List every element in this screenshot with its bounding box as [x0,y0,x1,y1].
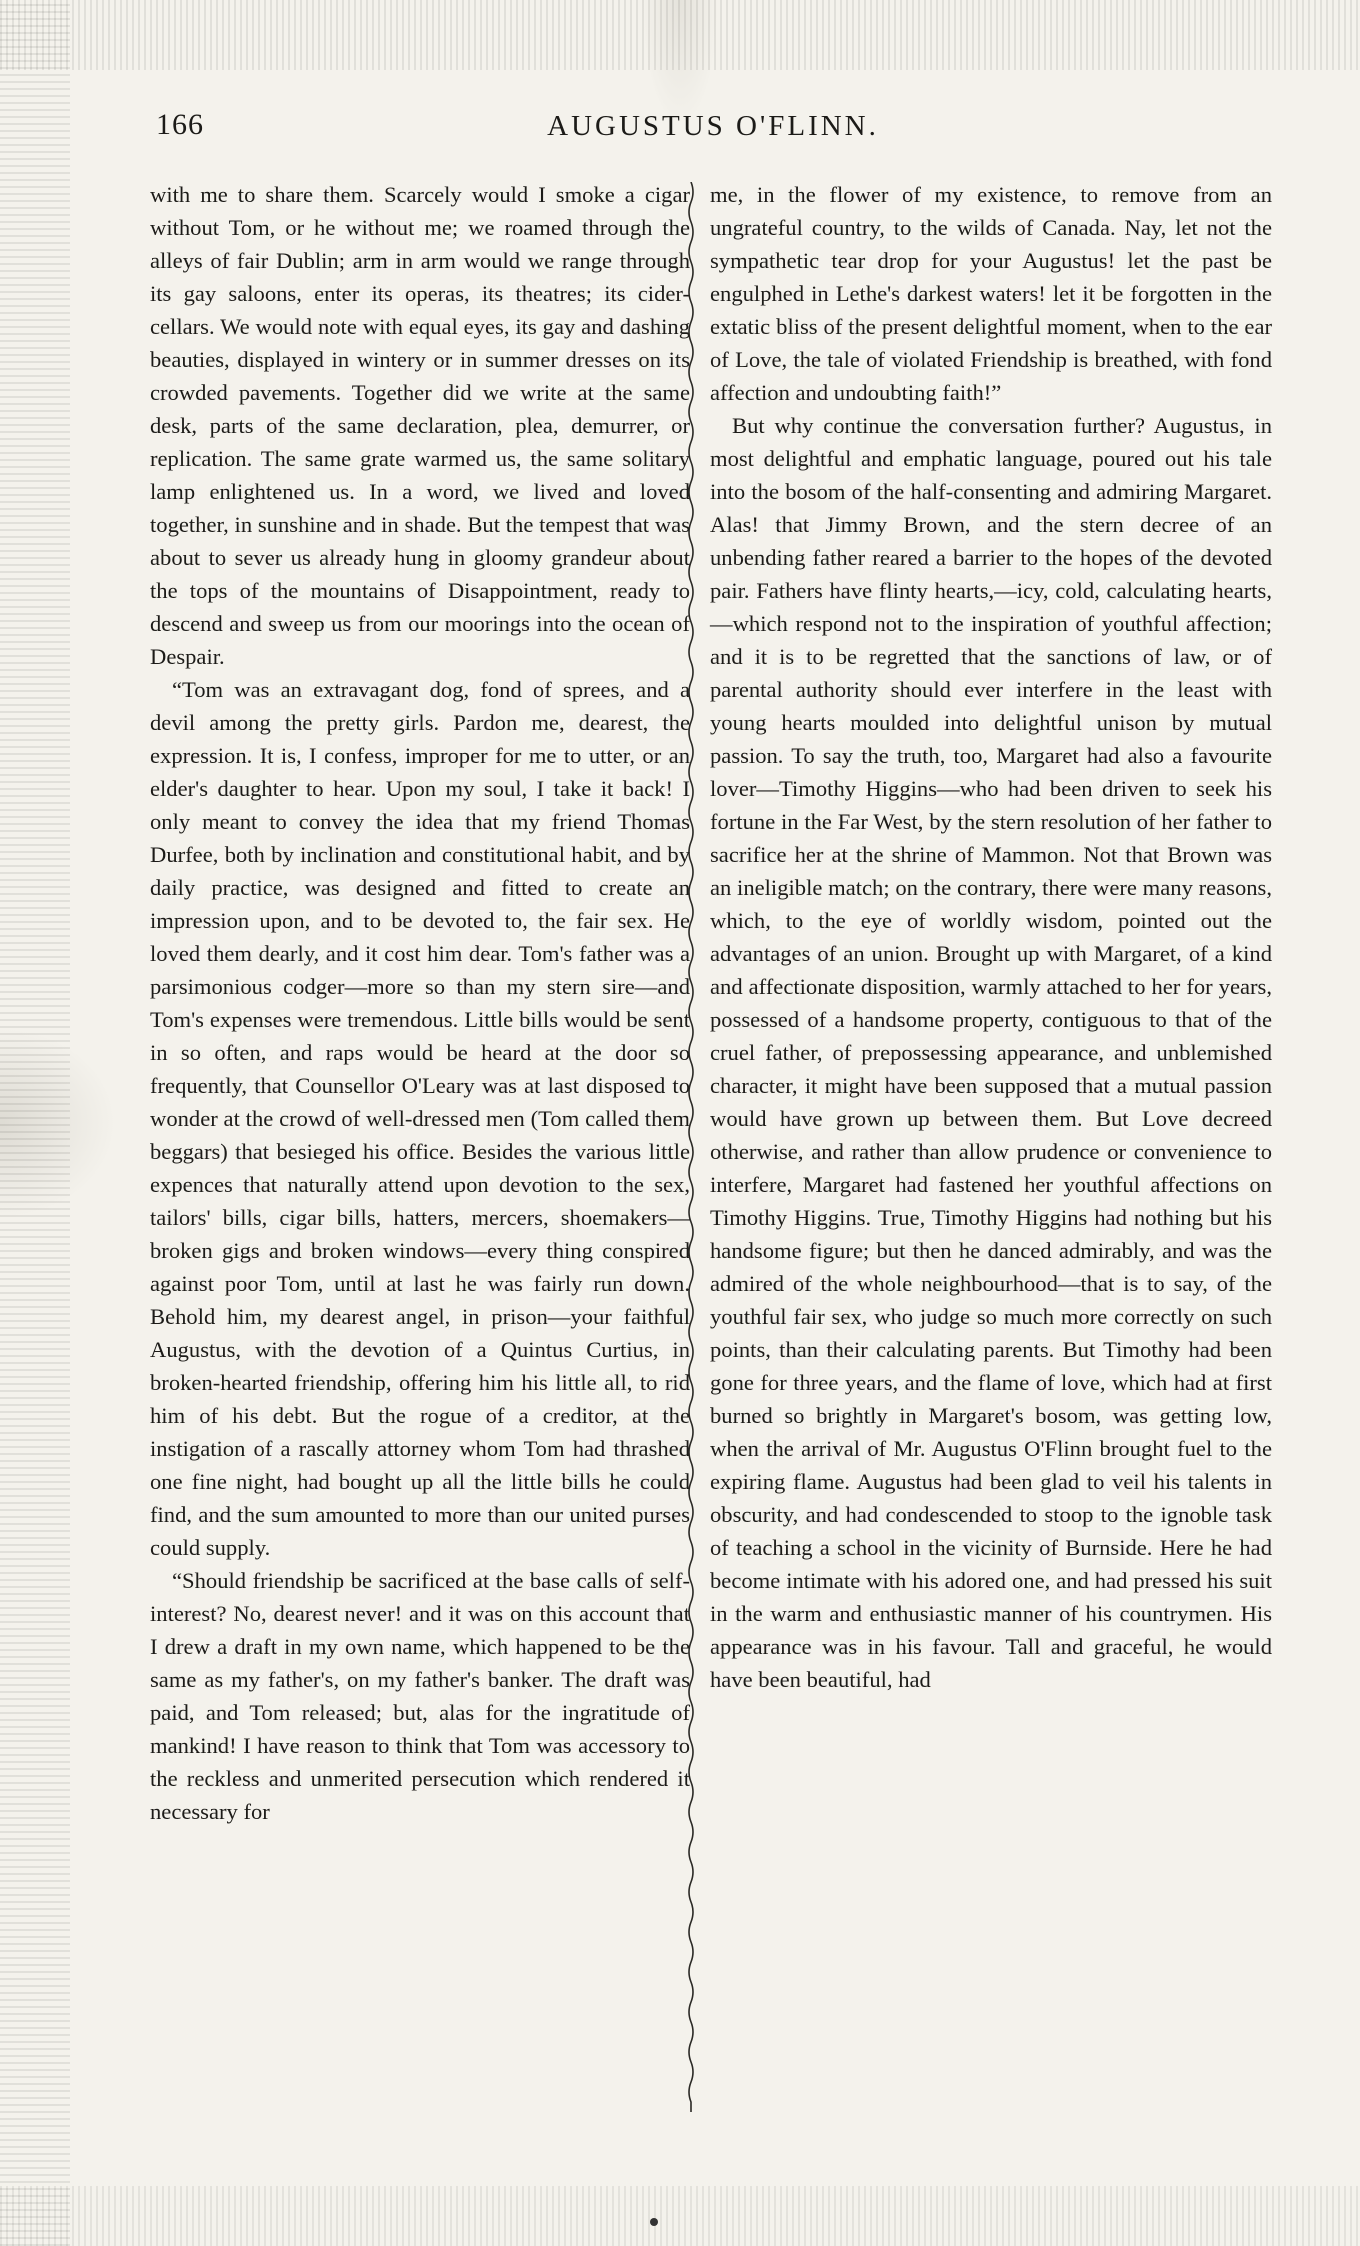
running-title: AUGUSTUS O'FLINN. [547,110,879,142]
left-column [150,178,690,1828]
scan-noise-left [0,0,70,2246]
running-head [148,108,1278,152]
right-column [710,178,1272,1696]
paragraph: “Should friendship be sacrificed at the base calls of self-interest? No, dearest never! and it was on this account that I drew a draft in my own name, which happened to be the same as my father's, on my father's banker. The draft was paid, and Tom released; but, alas for the ingratitude of mankind! I have reason to think that Tom was accessory to the reckless and unmerited persecution which rendered it necessary for [150,1568,690,1824]
printer-mark [650,2218,658,2226]
page-number: 166 [156,108,204,141]
paragraph: me, in the flower of my existence, to remove from an ungrateful country, to the wilds of Canada. Nay, let not the sympathetic tear drop for your Augustus! let the past be engulphed in Lethe's darkest waters! let it be forgotten in the extatic bliss of the present delightful moment, when to the ear of Love, the tale of violated Friendship is breathed, with fond affection and undoubting faith!” [710,182,1272,405]
scan-noise-top [0,0,1360,70]
paragraph: “Tom was an extravagant dog, fond of sprees, and a devil among the pretty girls. Pardon me, dearest, the expression. It is, I confess, improper for me to utter, or an elder's daughter to hear. Upon my soul, I take it back! I only meant to convey the idea that my friend Thomas Durfee, both by inclination and constitutional habit, and by daily practice, was designed and fitted to create an impression upon, and to be devoted to, the fair sex. He loved them dearly, and it cost him dear. Tom's father was a parsimonious codger—more so than my stern sire—and Tom's expenses were tremendous. Little bills would be sent in so often, and raps would be heard at the door so frequently, that Counsellor O'Leary was at last disposed to wonder at the crowd of well-dressed men (Tom called them beggars) that besieged his office. Besides the various little expences that naturally attend upon devotion to the sex, tailors' bills, cigar bills, hatters, mercers, shoemakers—broken gigs and broken windows—every thing conspired against poor Tom, until at last he was fairly run down. Behold him, my dearest angel, in prison—your faithful Augustus, with the devotion of a Quintus Curtius, in broken-hearted friendship, offering him his little all, to rid him of his debt. But the rogue of a creditor, at the instigation of a rascally attorney whom Tom had thrashed one fine night, had bought up all the little bills he could find, and the sum amounted to more than our united purses could supply. [150,677,690,1560]
paragraph: with me to share them. Scarcely would I smoke a cigar without Tom, or he without me; we roamed through the alleys of fair Dublin; arm in arm would we range through its gay saloons, enter its operas, its theatres; its cider-cellars. We would note with equal eyes, its gay and dashing beauties, displayed in wintery or in summer dresses on its crowded pavements. Together did we write at the same desk, parts of the same declaration, plea, demurrer, or replication. The same grate warmed us, the same solitary lamp enlightened us. In a word, we lived and loved together, in sunshine and in shade. But the tempest that was about to sever us already hung in gloomy grandeur about the tops of the mountains of Disappointment, ready to descend and sweep us from our moorings into the ocean of Despair. [150,182,690,669]
scan-noise-bottom [0,2186,1360,2246]
column-divider [684,182,698,2112]
paragraph: But why continue the conversation further? Augustus, in most delightful and emphatic language, poured out his tale into the bosom of the half-consenting and admiring Margaret. Alas! that Jimmy Brown, and the stern decree of an unbending father reared a barrier to the hopes of the devoted pair. Fathers have flinty hearts,—icy, cold, calculating hearts,—which respond not to the inspiration of youthful affection; and it is to be regretted that the sanctions of law, or of parental authority should ever interfere in the least with young hearts moulded into delightful unison by mutual passion. To say the truth, too, Margaret had also a favourite lover—Timothy Higgins—who had been driven to seek his fortune in the Far West, by the stern resolution of her father to sacrifice her at the shrine of Mammon. Not that Brown was an ineligible match; on the contrary, there were many reasons, which, to the eye of worldly wisdom, pointed out the advantages of an union. Brought up with Margaret, of a kind and affectionate disposition, warmly attached to her for years, possessed of a handsome property, contiguous to that of the cruel father, of prepossessing appearance, and unblemished character, it might have been supposed that a mutual passion would have grown up between them. But Love decreed otherwise, and rather than allow prudence or convenience to interfere, Margaret had fastened her youthful affections on Timothy Higgins. True, Timothy Higgins had nothing but his handsome figure; but then he danced admirably, and was the admired of the whole neighbourhood—that is to say, of the youthful fair sex, who judge so much more correctly on such points, than their calculating parents. But Timothy had been gone for three years, and the flame of love, which had at first burned so brightly in Margaret's bosom, was getting low, when the arrival of Mr. Augustus O'Flinn brought fuel to the expiring flame. Augustus had been glad to veil his talents in obscurity, and had condescended to stoop to the ignoble task of teaching a school in the vicinity of Burnside. Here he had become intimate with his adored one, and had pressed his suit in the warm and enthusiastic manner of his countrymen. His appearance was in his favour. Tall and graceful, he would have been beautiful, had [710,413,1272,1692]
